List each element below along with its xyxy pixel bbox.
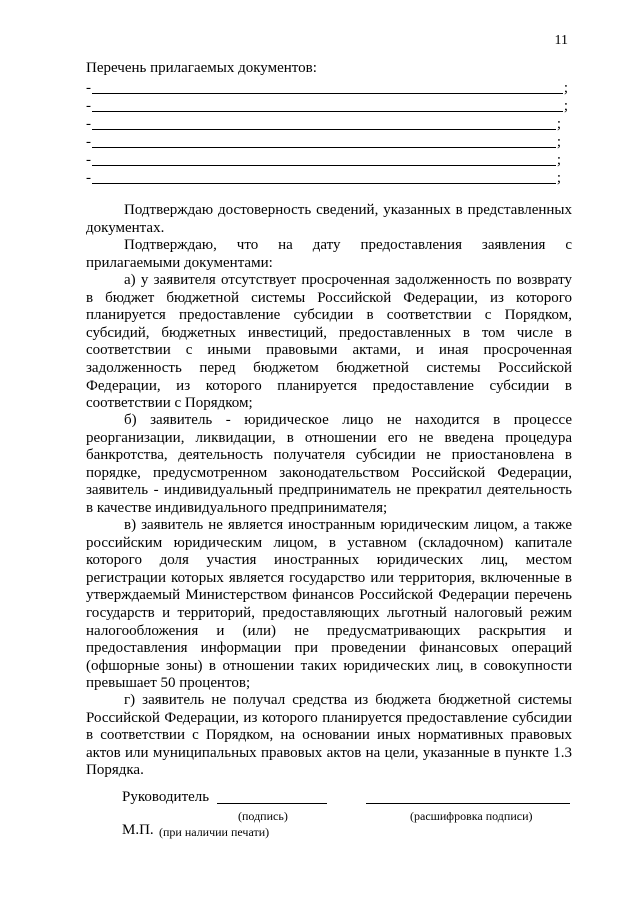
document-line-dash: - xyxy=(86,152,91,168)
document-line-end: ; xyxy=(563,80,568,96)
document-line-end: ; xyxy=(556,152,561,168)
document-line-rule xyxy=(92,171,556,184)
document-line-dash: - xyxy=(86,116,91,132)
item-v-paragraph: в) заявитель не является иностранным юридическим лицом, а также российским юридическим лицом, в уставном (складочном) капитале которого доля участия иностранных юридических лиц, местом регистрации которых является государство или территория, включенные в утверждаемый Министерством финансов Российской Федерации перечень государств и территорий, предоставляющих льготный налоговый режим налогообложения и (или) не предусматривающих раскрытия и предоставления информации при проведении финансовых операций (офшорные зоны) в отношении таких юридических лиц, в совокупности превышает 50 процентов; xyxy=(86,517,572,692)
document-line-dash: - xyxy=(86,80,91,96)
head-label: Руководитель xyxy=(122,789,210,805)
document-line[interactable] xyxy=(86,81,568,96)
document-line-dash: - xyxy=(86,170,91,186)
document-line-end: ; xyxy=(563,98,568,114)
document-line-end: ; xyxy=(556,116,561,132)
stamp-label: М.П. xyxy=(122,822,154,838)
confirm-intro-paragraph: Подтверждаю, что на дату предоставления заявления с прилагаемыми документами: xyxy=(86,237,572,271)
item-a-paragraph: а) у заявителя отсутствует просроченная задолженность по возврату в бюджет бюджетной системы Российской Федерации, из которого планируется предоставление субсидии в соответствии с Порядком, субсидий, бюджетных инвестиций, предоставленных в том числе в соответствии с иными правовыми актами, и иная просроченная задолженность перед бюджетом бюджетной системы Российской Федерации, из которого планируется предоставление субсидии в соответствии с Порядком; xyxy=(86,272,572,412)
confirm-accuracy-paragraph: Подтверждаю достоверность сведений, указанных в представленных документах. xyxy=(86,202,572,236)
document-line-end: ; xyxy=(556,170,561,186)
document-line-rule xyxy=(92,117,556,130)
stamp-note: (при наличии печати) xyxy=(159,825,270,839)
document-line[interactable] xyxy=(86,117,561,132)
signature-caption: (подпись) xyxy=(238,809,288,823)
signature-line[interactable] xyxy=(217,803,327,804)
document-line-rule xyxy=(92,99,563,112)
document-line-dash: - xyxy=(86,134,91,150)
document-line[interactable] xyxy=(86,171,561,186)
document-line[interactable] xyxy=(86,135,561,150)
signature-decode-caption: (расшифровка подписи) xyxy=(410,809,533,823)
document-line-rule xyxy=(92,153,556,166)
document-line-rule xyxy=(92,135,556,148)
document-line-dash: - xyxy=(86,98,91,114)
document-line-end: ; xyxy=(556,134,561,150)
signature-decode-line[interactable] xyxy=(366,803,570,804)
document-line[interactable] xyxy=(86,99,568,114)
item-b-paragraph: б) заявитель - юридическое лицо не находится в процессе реорганизации, ликвидации, в отношении его не введена процедура банкротства, деятельность получателя субсидии не приостановлена в порядке, предусмотренном законодательством Российской Федерации, заявитель - индивидуальный предприниматель не прекратил деятельность в качестве индивидуального предпринимателя; xyxy=(86,412,572,516)
documents-list-title: Перечень прилагаемых документов: xyxy=(86,60,317,76)
document-line[interactable] xyxy=(86,153,561,168)
page-number: 11 xyxy=(554,33,568,48)
item-g-paragraph: г) заявитель не получал средства из бюджета бюджетной системы Российской Федерации, из которого планируется предоставление субсидии в соответствии с Порядком, на основании иных нормативных правовых актов или муниципальных правовых актов на цели, указанные в пункте 1.3 Порядка. xyxy=(86,692,572,779)
document-line-rule xyxy=(92,81,563,94)
